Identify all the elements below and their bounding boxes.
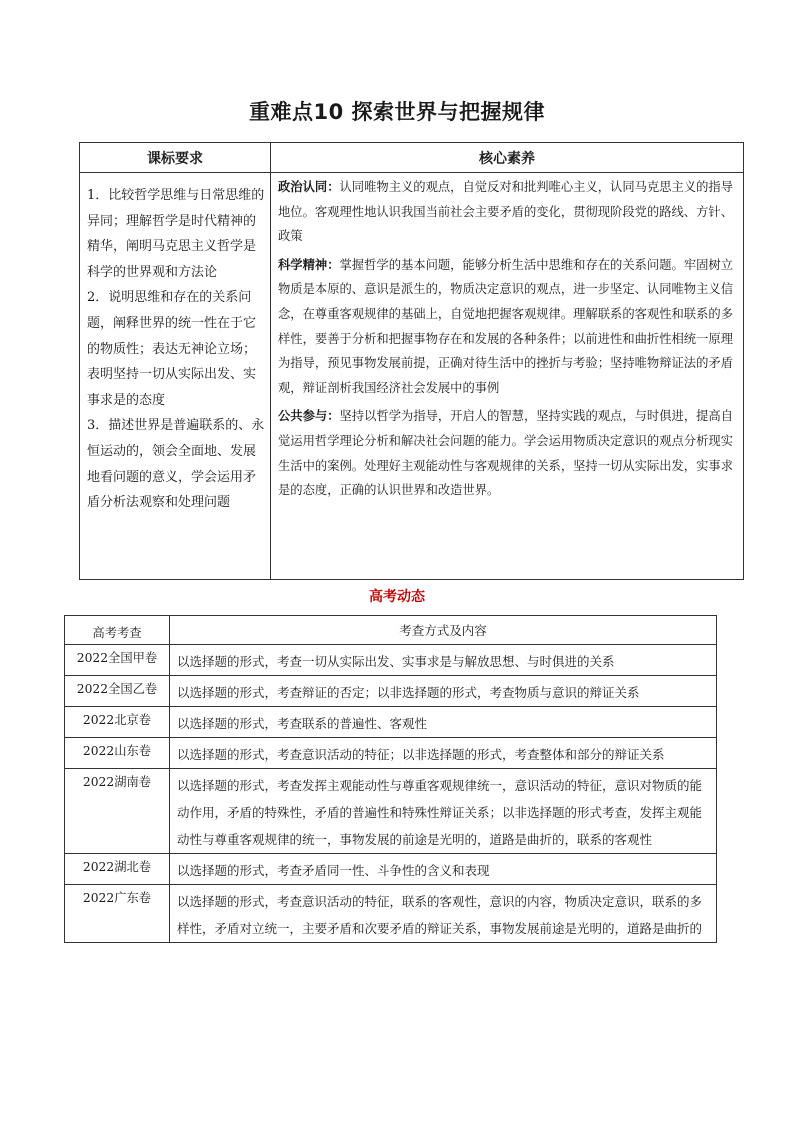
exam-content: 以选择题的形式，考查辩证的否定；以非选择题的形式，考查物质与意识的辩证关系 bbox=[170, 676, 717, 707]
exam-name: 2022全国甲卷 bbox=[65, 645, 170, 676]
page-title: 重难点10 探索世界与把握规律 bbox=[248, 100, 546, 124]
literacy-label: 政治认同： bbox=[278, 180, 340, 194]
table-row bbox=[65, 738, 717, 769]
table-row bbox=[65, 707, 717, 738]
col-header-literacy: 核心素养 bbox=[271, 143, 744, 173]
table-row bbox=[65, 645, 717, 676]
requirement-item: 2．说明思维和存在的关系问题，阐释世界的统一性在于它的物质性；表达无神论立场；表明坚持一切从实际出发、实事求是的态度 bbox=[87, 290, 257, 408]
literacy-text: 掌握哲学的基本问题，能够分析生活中思维和存在的关系问题。牢固树立物质是本原的、意识是派生的，物质决定意识的观点，进一步坚定、认同唯物主义信念，在尊重客观规律的基础上，自觉地把握客观规律。理解联系的客观性和联系的多样性，要善于分析和把握事物存在和发展的各种条件；以前进性和曲折性相统一原理为指导，预见事物发展前提，正确对待生活中的挫折与考验；坚持唯物辩证法的矛盾观，辩证剖析我国经济社会发展中的事例 bbox=[278, 257, 734, 395]
exam-content: 以选择题的形式，考查意识活动的特征；以非选择题的形式，考查整体和部分的辩证关系 bbox=[170, 738, 717, 769]
col-header-exam: 高考考查 bbox=[65, 616, 170, 645]
exam-name: 2022山东卷 bbox=[65, 738, 170, 769]
exam-content: 以选择题的形式，考查发挥主观能动性与尊重客观规律统一，意识活动的特征，意识对物质的能动作用，矛盾的特殊性，矛盾的普遍性和特殊性辩证关系；以非选择题的形式考查，发挥主观能动性与尊重客观规律的统一，事物发展的前途是光明的，道路是曲折的，联系的客观性 bbox=[170, 769, 717, 854]
exam-name: 2022全国乙卷 bbox=[65, 676, 170, 707]
exam-name: 2022广东卷 bbox=[65, 885, 170, 943]
literacy-label: 科学精神： bbox=[278, 257, 340, 272]
col-header-requirements: 课标要求 bbox=[80, 143, 271, 173]
exam-name: 2022湖北卷 bbox=[65, 854, 170, 885]
table-row bbox=[65, 769, 717, 854]
literacy-text: 坚持以哲学为指导，开启人的智慧，坚持实践的观点，与时俱进，提高自觉运用哲学理论分析和解决社会问题的能力。学会运用物质决定意识的观点分析现实生活中的案例。处理好主观能动性与客观规律的关系，坚持一切从实际出发，实事求是的态度，正确的认识世界和改造世界。 bbox=[278, 409, 734, 498]
exam-header-row bbox=[65, 616, 717, 645]
literacy-item-public bbox=[278, 404, 737, 502]
exam-section-title: 高考动态 bbox=[369, 589, 425, 605]
standards-body-row bbox=[80, 173, 744, 580]
table-row bbox=[65, 676, 717, 707]
exam-content: 以选择题的形式，考查联系的普遍性、客观性 bbox=[170, 707, 717, 738]
requirement-item: 1．比较哲学思维与日常思维的异同；理解哲学是时代精神的精华，阐明马克思主义哲学是科学的世界观和方法论 bbox=[87, 188, 265, 280]
requirements-cell bbox=[80, 173, 271, 580]
exam-content: 以选择题的形式，考查一切从实际出发、实事求是与解放思想、与时俱进的关系 bbox=[170, 645, 717, 676]
col-header-content: 考查方式及内容 bbox=[170, 616, 717, 645]
literacy-cell bbox=[271, 173, 744, 580]
table-row bbox=[65, 854, 717, 885]
exam-name: 2022北京卷 bbox=[65, 707, 170, 738]
exam-table bbox=[64, 615, 717, 943]
standards-header-row bbox=[80, 143, 744, 173]
standards-table bbox=[79, 142, 744, 580]
requirement-item: 3．描述世界是普遍联系的、永恒运动的，领会全面地、发展地看问题的意义，学会运用矛盾分析法观察和处理问题 bbox=[87, 418, 265, 511]
literacy-item-political bbox=[278, 175, 737, 249]
literacy-text: 认同唯物主义的观点，自觉反对和批判唯心主义，认同马克思主义的指导地位。客观理性地认识我国当前社会主要矛盾的变化，贯彻现阶段党的路线、方针、政策 bbox=[278, 180, 734, 244]
literacy-label: 公共参与： bbox=[278, 409, 340, 424]
exam-content: 以选择题的形式，考查矛盾同一性、斗争性的含义和表现 bbox=[170, 854, 717, 885]
table-row bbox=[65, 885, 717, 943]
exam-content: 以选择题的形式，考查意识活动的特征，联系的客观性，意识的内容，物质决定意识，联系的多样性，矛盾对立统一，主要矛盾和次要矛盾的辩证关系，事物发展前途是光明的，道路是曲折的 bbox=[170, 885, 717, 943]
literacy-item-science bbox=[278, 253, 737, 401]
exam-name: 2022湖南卷 bbox=[65, 769, 170, 854]
